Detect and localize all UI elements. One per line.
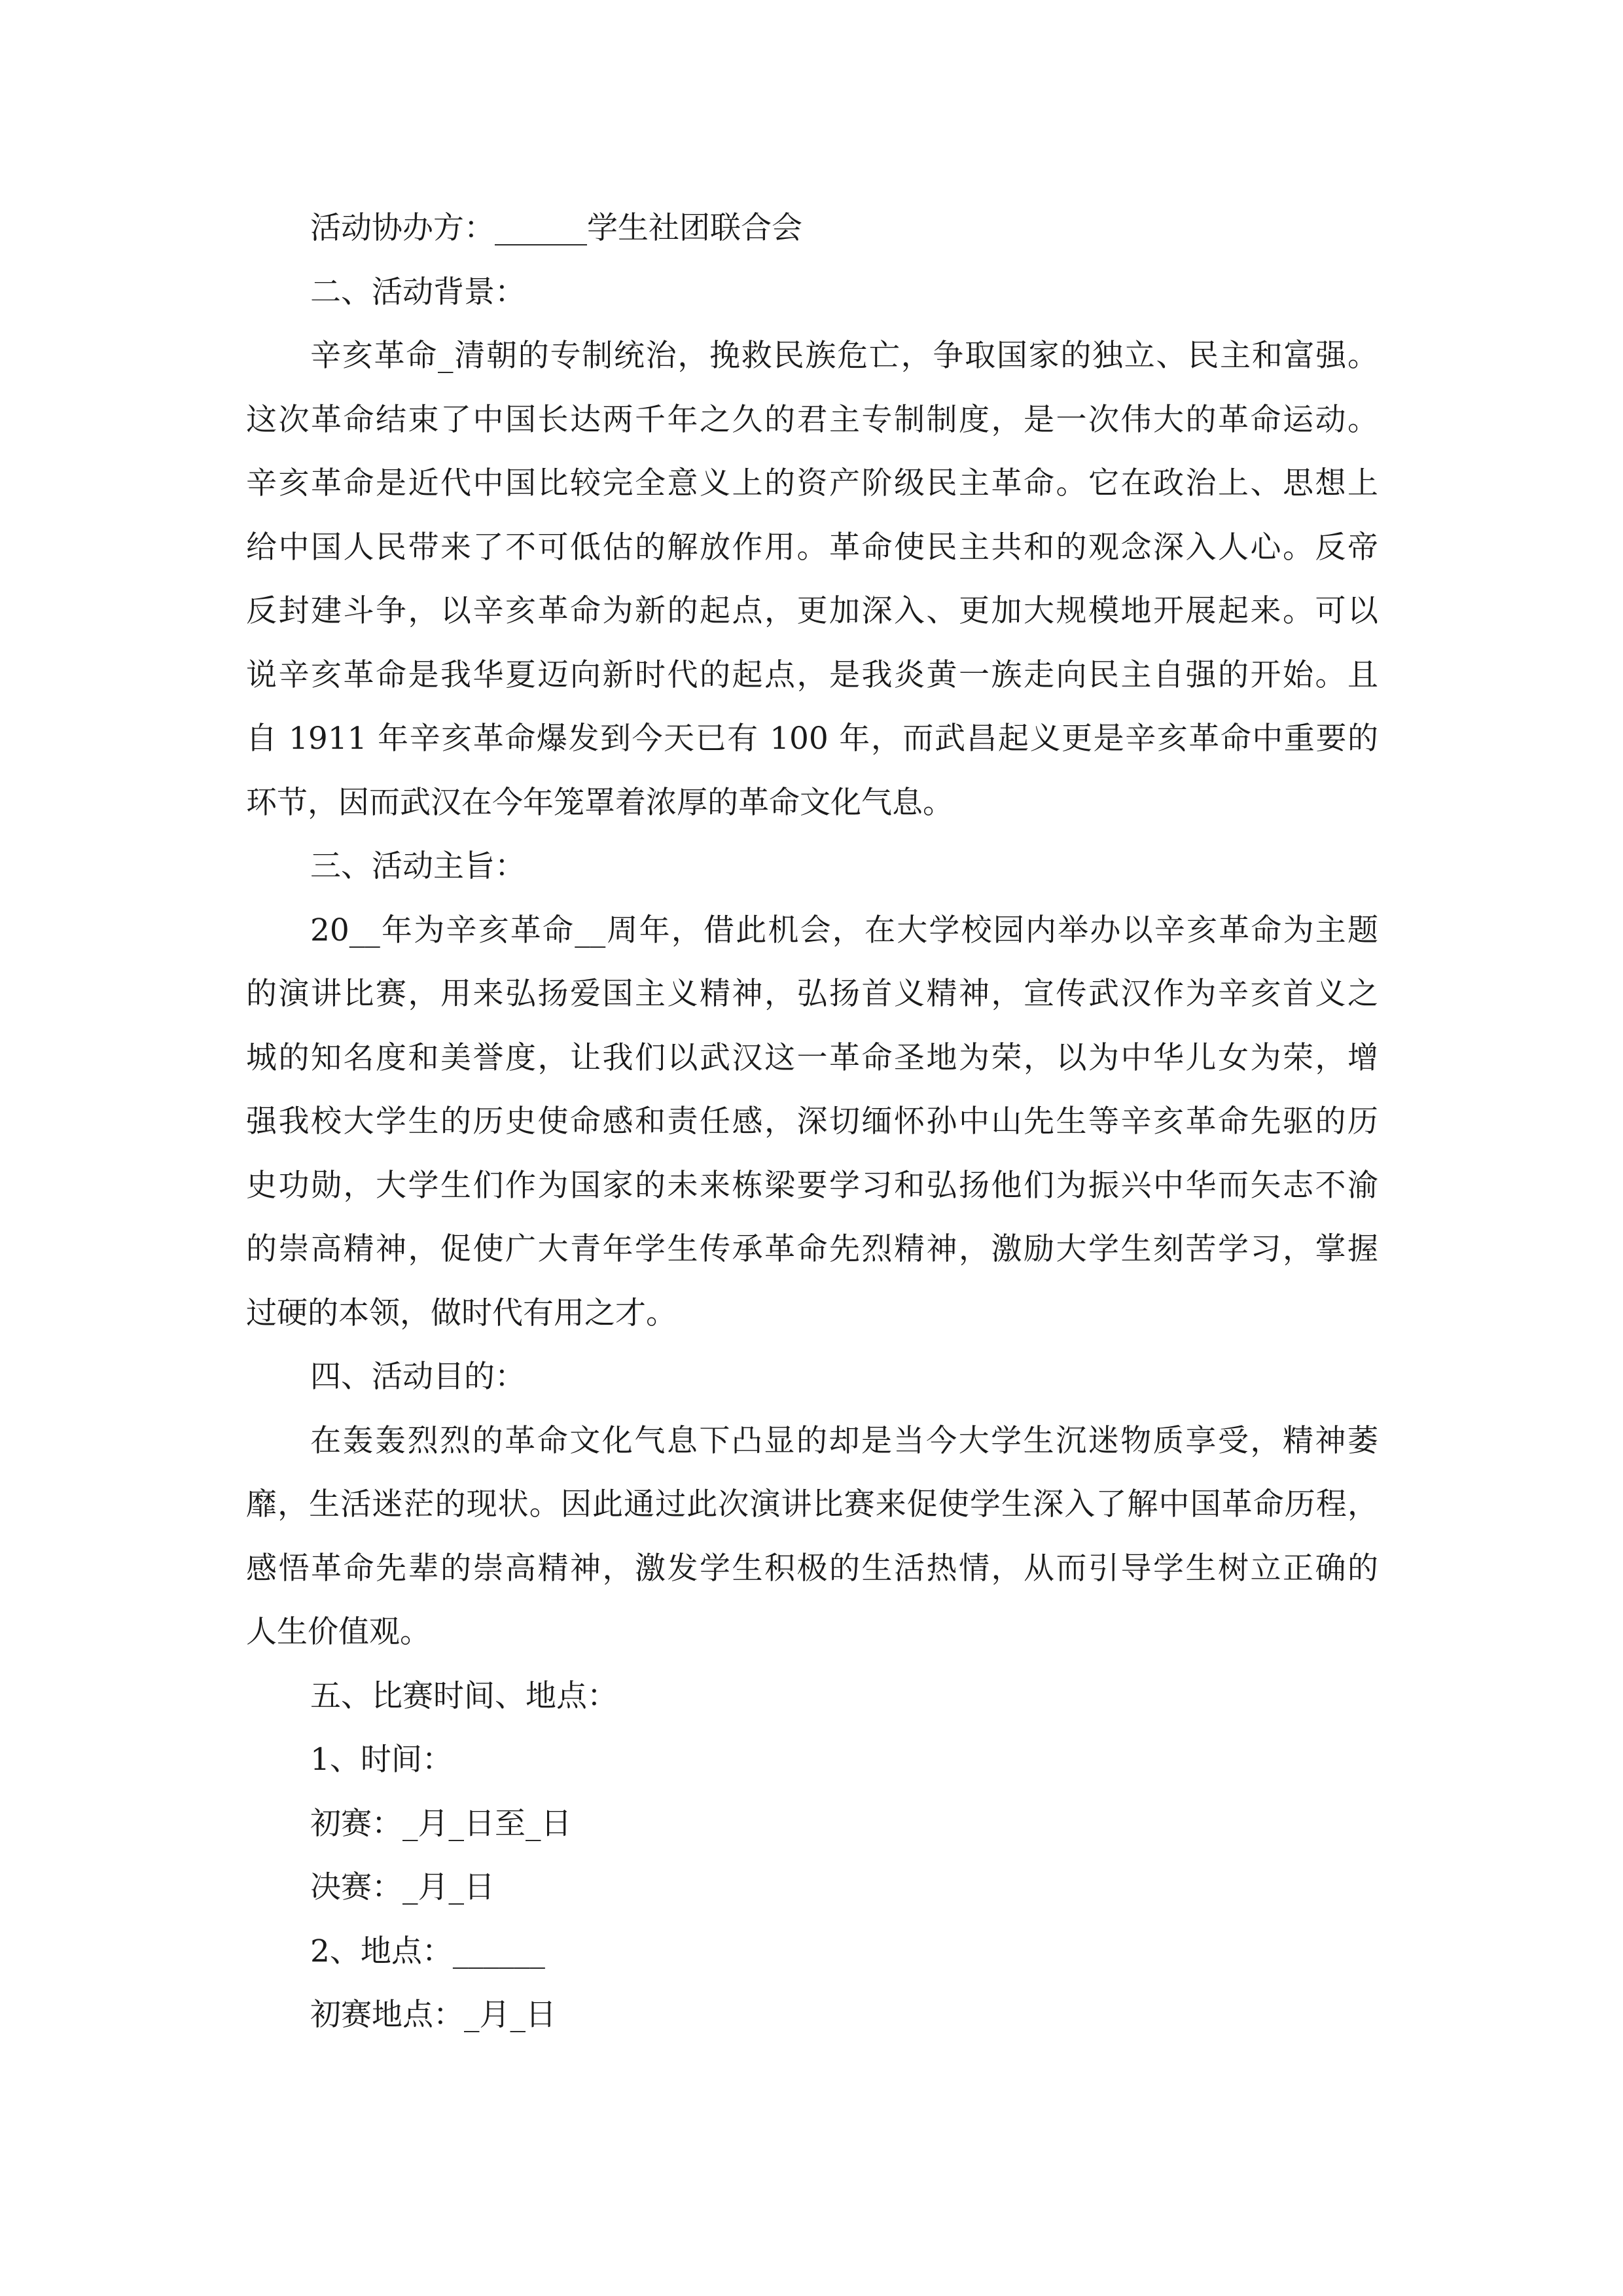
text-line: 强我校大学生的历史使命感和责任感，深切缅怀孙中山先生等辛亥革命先驱的历 [246, 1103, 1378, 1139]
text-line: 20__年为辛亥革命__周年，借此机会，在大学校园内举办以辛亥革命为主题 [310, 912, 1378, 948]
text-line: 这次革命结束了中国长达两千年之久的君主专制制度，是一次伟大的革命运动。 [246, 401, 1378, 438]
text-line: 三、活动主旨： [310, 848, 526, 884]
text-line: 给中国人民带来了不可低估的解放作用。革命使民主共和的观念深入人心。反帝 [246, 529, 1378, 565]
text-line: 靡，生活迷茫的现状。因此通过此次演讲比赛来促使学生深入了解中国革命历程， [246, 1486, 1378, 1522]
text-line: 说辛亥革命是我华夏迈向新时代的起点，是我炎黄一族走向民主自强的开始。且 [246, 656, 1378, 693]
text-line: 四、活动目的： [310, 1359, 526, 1395]
text-line: 1、时间： [310, 1742, 453, 1778]
text-line: 辛亥革命是近代中国比较完全意义上的资产阶级民主革命。它在政治上、思想上 [246, 465, 1378, 501]
text-line: 城的知名度和美誉度，让我们以武汉这一革命圣地为荣，以为中华儿女为荣，增 [246, 1039, 1378, 1076]
text-line: 反封建斗争，以辛亥革命为新的起点，更加深入、更加大规模地开展起来。可以 [246, 593, 1378, 629]
text-line: 在轰轰烈烈的革命文化气息下凸显的却是当今大学生沉迷物质享受，精神萎 [310, 1422, 1378, 1459]
text-line: 过硬的本领，做时代有用之才。 [246, 1295, 677, 1331]
text-line: 感悟革命先辈的崇高精神，激发学生积极的生活热情，从而引导学生树立正确的 [246, 1550, 1378, 1587]
text-line: 活动协办方：______学生社团联合会 [310, 210, 802, 246]
text-line: 环节，因而武汉在今年笼罩着浓厚的革命文化气息。 [246, 784, 954, 821]
text-line: 二、活动背景： [310, 274, 526, 310]
document-body [246, 196, 1378, 2047]
text-line: 初赛：_月_日至_日 [310, 1805, 572, 1842]
text-line: 史功勋，大学生们作为国家的未来栋梁要学习和弘扬他们为振兴中华而矢志不渝 [246, 1167, 1378, 1204]
text-line: 初赛地点：_月_日 [310, 1997, 556, 2033]
text-line: 人生价值观。 [246, 1614, 431, 1650]
text-line: 的崇高精神，促使广大青年学生传承革命先烈精神，激励大学生刻苦学习，掌握 [246, 1231, 1378, 1267]
text-line: 五、比赛时间、地点： [310, 1677, 618, 1714]
text-line: 辛亥革命_清朝的专制统治，挽救民族危亡，争取国家的独立、民主和富强。 [310, 338, 1378, 374]
text-line: 自 1911 年辛亥革命爆发到今天已有 100 年，而武昌起义更是辛亥革命中重要的 [246, 721, 1378, 757]
text-line: 的演讲比赛，用来弘扬爱国主义精神，弘扬首义精神，宣传武汉作为辛亥首义之 [246, 976, 1378, 1012]
text-line: 决赛：_月_日 [310, 1869, 495, 1905]
text-line: 2、地点：______ [310, 1933, 545, 1969]
